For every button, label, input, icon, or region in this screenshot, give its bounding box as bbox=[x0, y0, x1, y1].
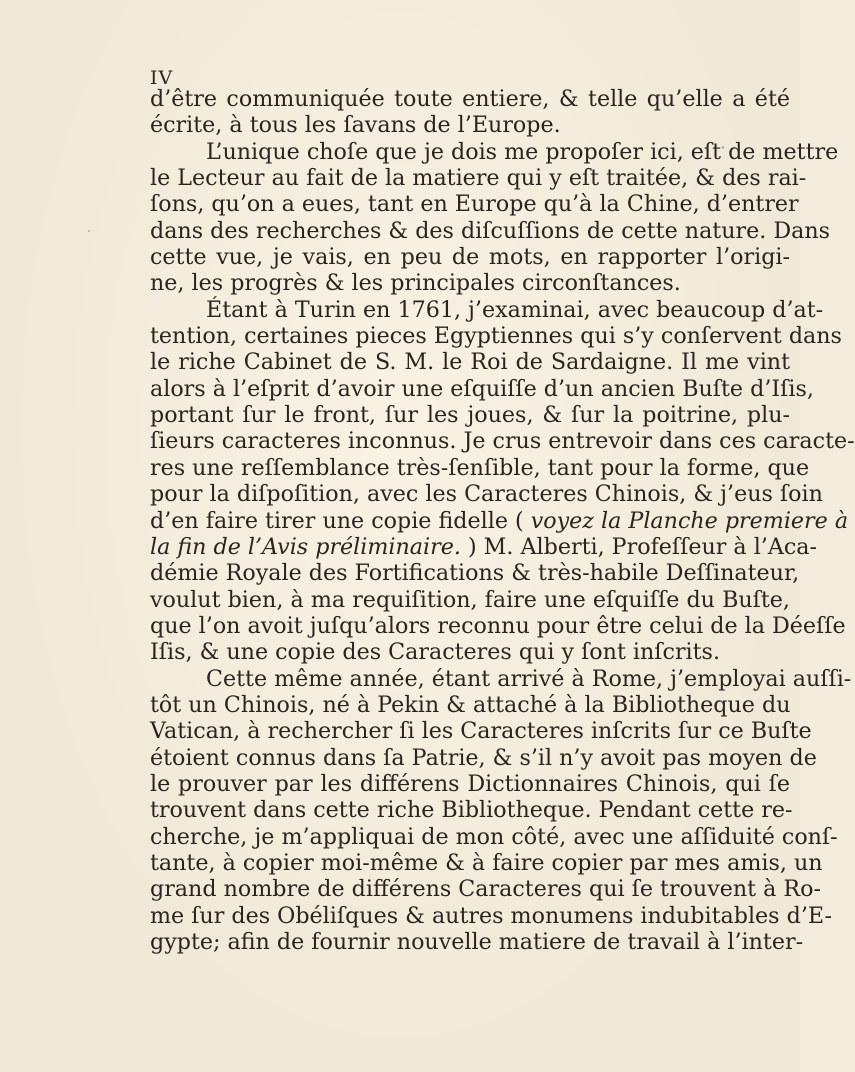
text-line: cherche, je m’appliquai de mon côté, avec une aſſiduité conſ- bbox=[150, 823, 838, 850]
text-line: le riche Cabinet de S. M. le Roi de Sardaigne. Il me vint bbox=[150, 349, 790, 376]
text-line: cette vue, je vais, en peu de mots, en rapporter l’origi- bbox=[150, 244, 790, 271]
text-line: tention, certaines pieces Egyptiennes qui s’y conſervent dans bbox=[150, 323, 842, 350]
text-line: grand nombre de différens Caracteres qui ſe trouvent à Ro- bbox=[150, 876, 821, 903]
text-line: trouvent dans cette riche Bibliotheque. Pendant cette re- bbox=[150, 797, 793, 824]
italic-reference: voyez la Planche premiere à bbox=[530, 507, 849, 534]
text-line: pour la diſpoſition, avec les Caracteres Chinois, & j’eus ſoin bbox=[150, 481, 823, 508]
text-line: d’être communiquée toute entiere, & telle qu’elle a été bbox=[150, 86, 790, 112]
paper-speck bbox=[88, 230, 90, 232]
text-line: étoient connus dans ſa Patrie, & s’il n’y avoit pas moyen de bbox=[150, 744, 817, 771]
text-line: écrite, à tous les ſavans de l’Europe. bbox=[150, 112, 561, 139]
text-line: Cette même année, étant arrivé à Rome, j’employai auſſi- bbox=[206, 665, 852, 692]
text-line: démie Royale des Fortifications & très-habile Deſſinateur, bbox=[150, 560, 800, 587]
text-line: res une reſſemblance très-ſenſible, tant pour la forme, que bbox=[150, 454, 810, 481]
text-line: dans des recherches & des diſcuſſions de cette nature. Dans bbox=[150, 217, 831, 244]
text-line: tante, à copier moi-même & à faire copier par mes amis, un bbox=[150, 849, 823, 876]
text-line: ne, les progrès & les principales circonſtances. bbox=[150, 270, 681, 297]
page-number: IV bbox=[150, 67, 174, 89]
text-line: portant ſur le front, ſur les joues, & ſur la poitrine, plu- bbox=[150, 402, 790, 429]
text-line: gypte; afin de fournir nouvelle matiere de travail à l’inter- bbox=[150, 929, 804, 955]
text-line: Étant à Turin en 1761, j’examinai, avec beaucoup d’at- bbox=[206, 296, 824, 323]
text-line: le Lecteur au fait de la matiere qui y eſt traitée, & des rai- bbox=[150, 165, 807, 192]
text-line: L’unique choſe que je dois me propoſer ici, eſt de mettre bbox=[206, 138, 839, 165]
text-line: me ſur des Obéliſques & autres monumens indubitables d’E- bbox=[150, 902, 832, 929]
text-line: alors à l’eſprit d’avoir une eſquiſſe d’un ancien Buſte d’Iſis, bbox=[150, 375, 814, 402]
italic-reference: la fin de l’Avis préliminaire. bbox=[150, 533, 461, 560]
text-line: tôt un Chinois, né à Pekin & attaché à la Bibliotheque du bbox=[150, 691, 791, 718]
text-line: que l’on avoit juſqu’alors reconnu pour être celui de la Déeſſe bbox=[150, 612, 846, 639]
text-line: voulut bien, à ma requiſition, faire une eſquiſſe du Buſte, bbox=[150, 586, 790, 613]
text-line: la fin de l’Avis préliminaire. ) M. Alberti, Profeſſeur à l’Aca- bbox=[150, 533, 818, 560]
text-line: ſons, qu’on a eues, tant en Europe qu’à la Chine, d’entrer bbox=[150, 191, 799, 218]
text-line: d’en faire tirer une copie fidelle ( voyez la Planche premiere à bbox=[150, 507, 849, 534]
paper-speck bbox=[722, 146, 724, 149]
text-line: Vatican, à rechercher ſi les Caracteres inſcrits ſur ce Buſte bbox=[150, 718, 812, 745]
text-line: le prouver par les différens Dictionnaires Chinois, qui ſe bbox=[150, 770, 790, 797]
body-text bbox=[150, 86, 855, 955]
text-line: ſieurs caracteres inconnus. Je crus entrevoir dans ces caracte- bbox=[150, 428, 855, 455]
text-line: Iſis, & une copie des Caracteres qui y ſont inſcrits. bbox=[150, 639, 720, 666]
